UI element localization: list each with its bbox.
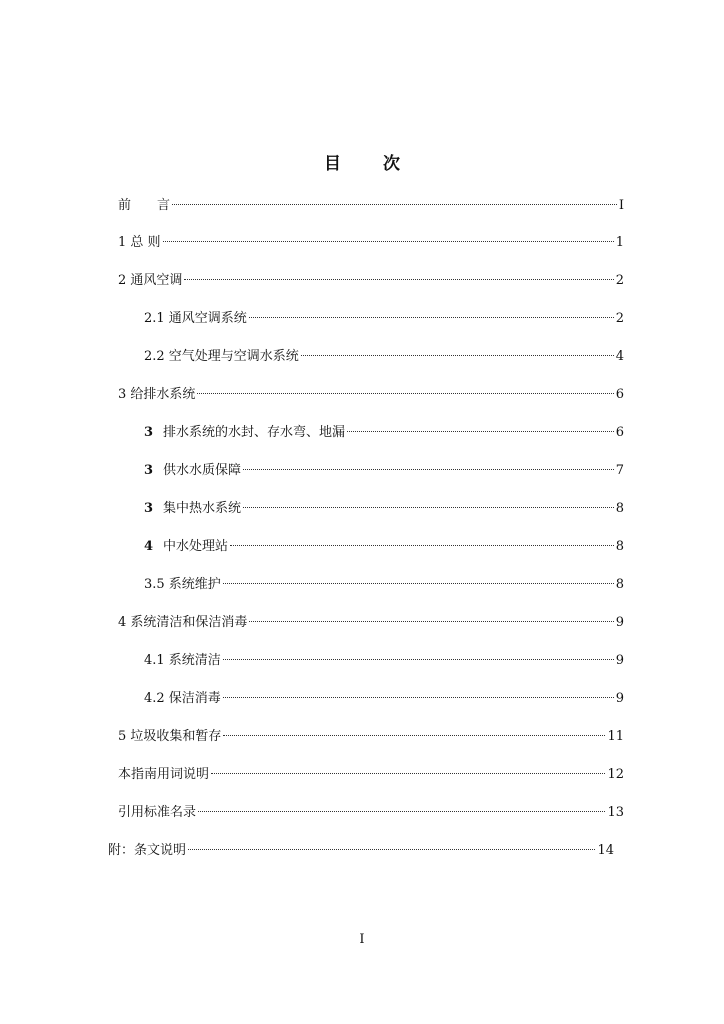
dot-leader (196, 380, 614, 398)
toc-entry[interactable] (118, 760, 624, 782)
toc-entry-text: 排水系统的水封、存水弯、地漏 (163, 425, 346, 440)
toc-entry[interactable] (144, 532, 624, 554)
toc-entry-label (118, 386, 196, 404)
toc-entry[interactable] (118, 228, 624, 250)
toc-entry-text: 供水水质保障 (163, 463, 242, 478)
toc-entry[interactable] (144, 570, 624, 592)
toc-entry-label (118, 234, 162, 252)
dot-leader (197, 798, 606, 816)
toc-entry[interactable] (118, 798, 624, 820)
toc-entry-label (118, 804, 197, 822)
toc-entry[interactable] (144, 456, 624, 478)
toc-entry-page: 9 (615, 653, 624, 668)
toc-entry-text: 附：条文说明 (108, 843, 187, 858)
dot-leader (162, 228, 615, 246)
toc-entry-label (118, 614, 248, 632)
toc-entry-label (118, 728, 222, 746)
toc-entry-text: 本指南用词说明 (118, 767, 210, 782)
toc-entry-label (144, 424, 346, 442)
toc-entry-text: 5 垃圾收集和暂存 (118, 729, 222, 744)
page-number: I (359, 932, 365, 947)
toc-entry[interactable] (118, 722, 624, 744)
toc-entry-page: 7 (615, 463, 624, 478)
dot-leader (222, 722, 606, 740)
toc-entry-number: 4 (144, 539, 154, 554)
toc-entry-page: 11 (607, 729, 624, 744)
dot-leader (183, 266, 614, 284)
dot-leader (300, 342, 615, 360)
toc-entry-label (144, 500, 242, 518)
toc-entry[interactable] (144, 494, 624, 516)
dot-leader (229, 532, 615, 550)
toc-entry-label (118, 766, 210, 784)
toc-entry-page: 8 (615, 539, 624, 554)
toc-entry-page: I (618, 198, 624, 213)
dot-leader (248, 608, 614, 626)
toc-entry-number: 3 (144, 425, 154, 440)
toc-entry-text: 引用标准名录 (118, 805, 197, 820)
toc-entry-page: 2 (615, 273, 624, 288)
toc-entry-page: 4 (615, 349, 624, 364)
toc-entry-page: 6 (615, 387, 624, 402)
dot-leader (171, 191, 618, 209)
toc-entry-page: 13 (607, 805, 624, 820)
toc-entry-text: 4.2 保洁消毒 (144, 691, 221, 706)
dot-leader (222, 570, 615, 588)
toc-entry-text: 1 总 则 (118, 235, 161, 250)
dot-leader (346, 418, 615, 436)
toc-entry[interactable] (144, 304, 624, 326)
toc-entry[interactable] (118, 608, 624, 630)
toc-entry[interactable] (118, 266, 624, 288)
toc-entry-label (144, 462, 242, 480)
toc-entry[interactable] (108, 836, 614, 858)
toc-entry-number: 3 (144, 501, 154, 516)
toc-entry-text: 前 言 (118, 198, 171, 213)
toc-entry[interactable] (144, 418, 624, 440)
toc-entry[interactable] (144, 342, 624, 364)
toc-entry-label (144, 538, 229, 556)
toc-entry[interactable] (144, 646, 624, 668)
toc-entry-text: 2 通风空调 (118, 273, 183, 288)
toc-entry-text: 中水处理站 (163, 539, 229, 554)
dot-leader (187, 836, 596, 854)
toc-entry-text: 4 系统清洁和保洁消毒 (118, 615, 248, 630)
dot-leader (242, 456, 615, 474)
toc-entry[interactable] (118, 380, 624, 402)
toc-entry-label (108, 842, 187, 860)
toc-entry-number: 3 (144, 463, 154, 478)
toc-entry-text: 集中热水系统 (163, 501, 242, 516)
toc-entry-label (118, 272, 183, 290)
toc-entry-page: 1 (615, 235, 624, 250)
toc-entry-page: 8 (615, 577, 624, 592)
toc-entry-text: 2.2 空气处理与空调水系统 (144, 349, 299, 364)
dot-leader (222, 684, 615, 702)
dot-leader (242, 494, 615, 512)
toc-entry-label (118, 197, 171, 215)
dot-leader (222, 646, 615, 664)
toc-entry-page: 8 (615, 501, 624, 516)
toc-entry-label (144, 652, 222, 670)
toc-entry-text: 3 给排水系统 (118, 387, 196, 402)
dot-leader (210, 760, 606, 778)
dot-leader (248, 304, 615, 322)
toc-entry[interactable] (144, 684, 624, 706)
toc-entry-text: 3.5 系统维护 (144, 577, 221, 592)
toc-entry-page: 9 (615, 615, 624, 630)
toc-entry-page: 12 (607, 767, 624, 782)
toc-entry-label (144, 310, 248, 328)
toc-entry[interactable] (118, 191, 624, 213)
toc-entry-page: 14 (597, 843, 614, 858)
toc-entry-text: 2.1 通风空调系统 (144, 311, 247, 326)
toc-entry-text: 4.1 系统清洁 (144, 653, 221, 668)
toc-entry-label (144, 690, 222, 708)
toc-entry-label (144, 348, 300, 366)
toc-entry-page: 6 (615, 425, 624, 440)
toc-title: 目 次 (324, 154, 418, 174)
toc-entry-page: 9 (615, 691, 624, 706)
toc-entry-page: 2 (615, 311, 624, 326)
toc-entry-label (144, 576, 222, 594)
